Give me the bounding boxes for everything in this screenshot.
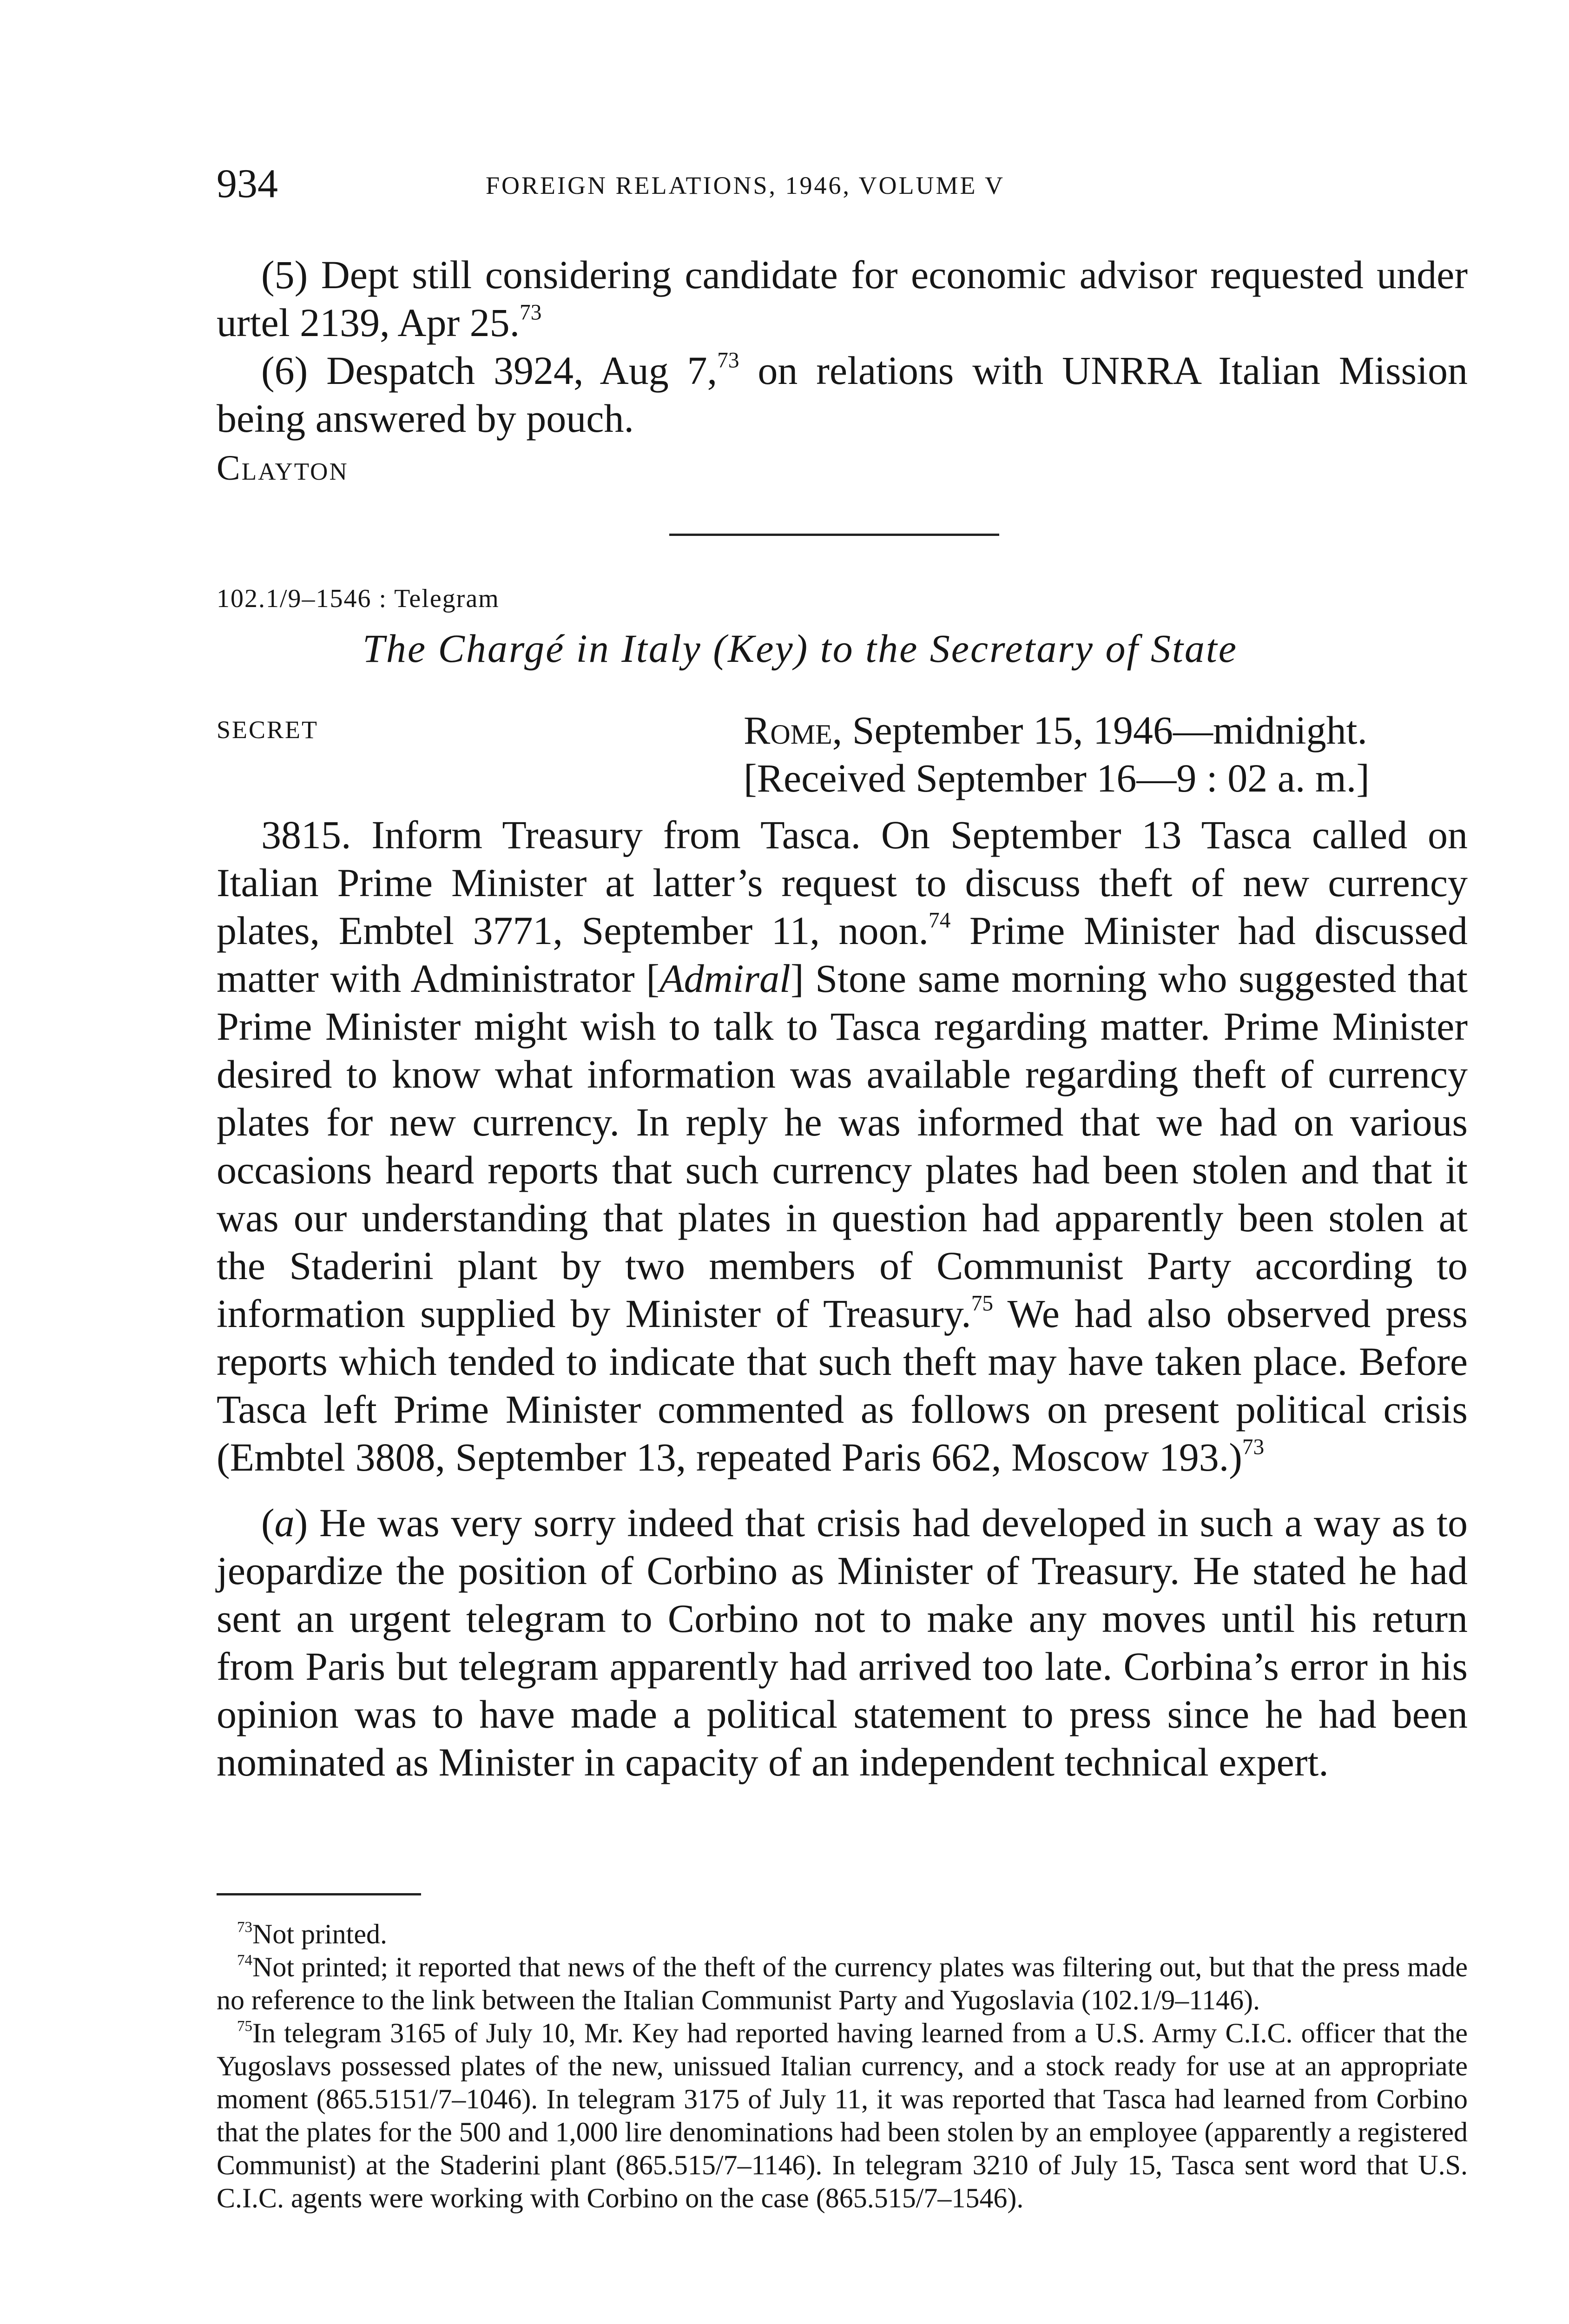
section-divider <box>669 534 999 536</box>
dateline-place: Rome <box>744 708 832 753</box>
file-reference: 102.1/9–1546 : Telegram <box>217 584 500 613</box>
paragraph-2: (a) He was very sorry indeed that crisis had developed in such a way as to jeopardize the position of Corbino as Minister of Treasury. He stated he had sent an urgent telegram to Corbino not to make any moves until his return from Paris but telegram apparently had arrived too late. Corbina’s error in his opinion was to have made a political statement to press since he had been nominated as Minister in capacity of an independent technical expert. <box>217 1500 1468 1784</box>
page-number: 934 <box>217 161 278 206</box>
item-5: (5) Dept still considering candidate for economic advisor requested under urtel 2139, Apr 25.73 <box>217 252 1468 345</box>
paragraph-1: 3815. Inform Treasury from Tasca. On September 13 Tasca called on Italian Prime Minister at latter’s request to discuss theft of new currency plates, Embtel 3771, September 11, noon.$^{74}$ Prime Minister had discussed matter with Administrator [Admiral] Stone same morning who suggested that Prime Minister might wish to talk to Tasca regarding matter. Prime Minister desired to know what information was available regarding theft of currency plates for new currency. In reply he was informed that we had on various occasions heard reports that such currency plates had been stolen and that it was our understanding that plates in question had apparently been stolen at the Staderini plant by two members of Communist Party according to information supplied by Minister of Treasury.$^{75}$ We had also observed press reports which tended to indicate that such theft may have taken place. Before Tasca left Prime Minister commented as follows on present political crisis (Embtel 3808, September 13, repeated Paris 662, Moscow 193.)$^{73}$ <box>217 812 1468 1479</box>
running-head: FOREIGN RELATIONS, 1946, VOLUME V <box>486 172 1005 199</box>
received-line: [Received September 16—9 : 02 a. m.] <box>744 756 1370 800</box>
item-6: (6) Despatch 3924, Aug 7,73 on relations with UNRRA Italian Mission being answered by pouch. <box>217 348 1468 441</box>
classification: SECRET <box>217 716 319 744</box>
item-letter: a <box>274 1500 295 1545</box>
footnote-73: $^{73}$Not printed. <box>237 1919 387 1949</box>
footnote-marker: 74 <box>237 1952 252 1969</box>
telegram-body <box>217 811 1468 1786</box>
document-heading: The Chargé in Italy (Key) to the Secretary of State <box>363 626 1238 671</box>
signature: Clayton <box>217 449 349 488</box>
footnote-ref: 73 <box>520 300 542 325</box>
footnote-75: $^{75}$In telegram 3165 of July 10, Mr. Key had reported having learned from a U.S. Army C.I.C. officer that the Yugoslavs possessed plates of the new, unissued Italian currency, and a stock ready for use at an appropriate moment (865.5151/7–1046). In telegram 3175 of July 11, it was reported that Tasca had learned from Corbino that the plates for the 500 and 1,000 lire denominations had been stolen by an employee (apparently a registered Communist) at the Staderini plant (865.515/7–1146). In telegram 3210 of July 15, Tasca sent word that U.S. C.I.C. agents were working with Corbino on the case (865.515/7–1546). <box>217 2018 1468 2213</box>
dateline: Rome, September 15, 1946—midnight. [Received September 16—9 : 02 a. m.] <box>744 706 1438 802</box>
footnote-marker: 75 <box>237 2018 252 2035</box>
footnote-74: $^{74}$Not printed; it reported that news of the theft of the currency plates was filtering out, but that the press made no reference to the link between the Italian Communist Party and Yugoslavia (102.1/9–1146). <box>217 1952 1468 2015</box>
emphasis-admiral: Admiral <box>659 956 791 1001</box>
footnote-divider <box>217 1893 421 1895</box>
footnote-ref: 75 <box>971 1291 993 1316</box>
footnote-ref: 73 <box>1242 1435 1265 1459</box>
footnote-ref: 73 <box>717 348 739 373</box>
footnote-marker: 73 <box>237 1919 252 1936</box>
continuation-block <box>217 251 1468 492</box>
footnotes <box>217 1918 1468 2215</box>
footnote-ref: 74 <box>929 908 951 933</box>
